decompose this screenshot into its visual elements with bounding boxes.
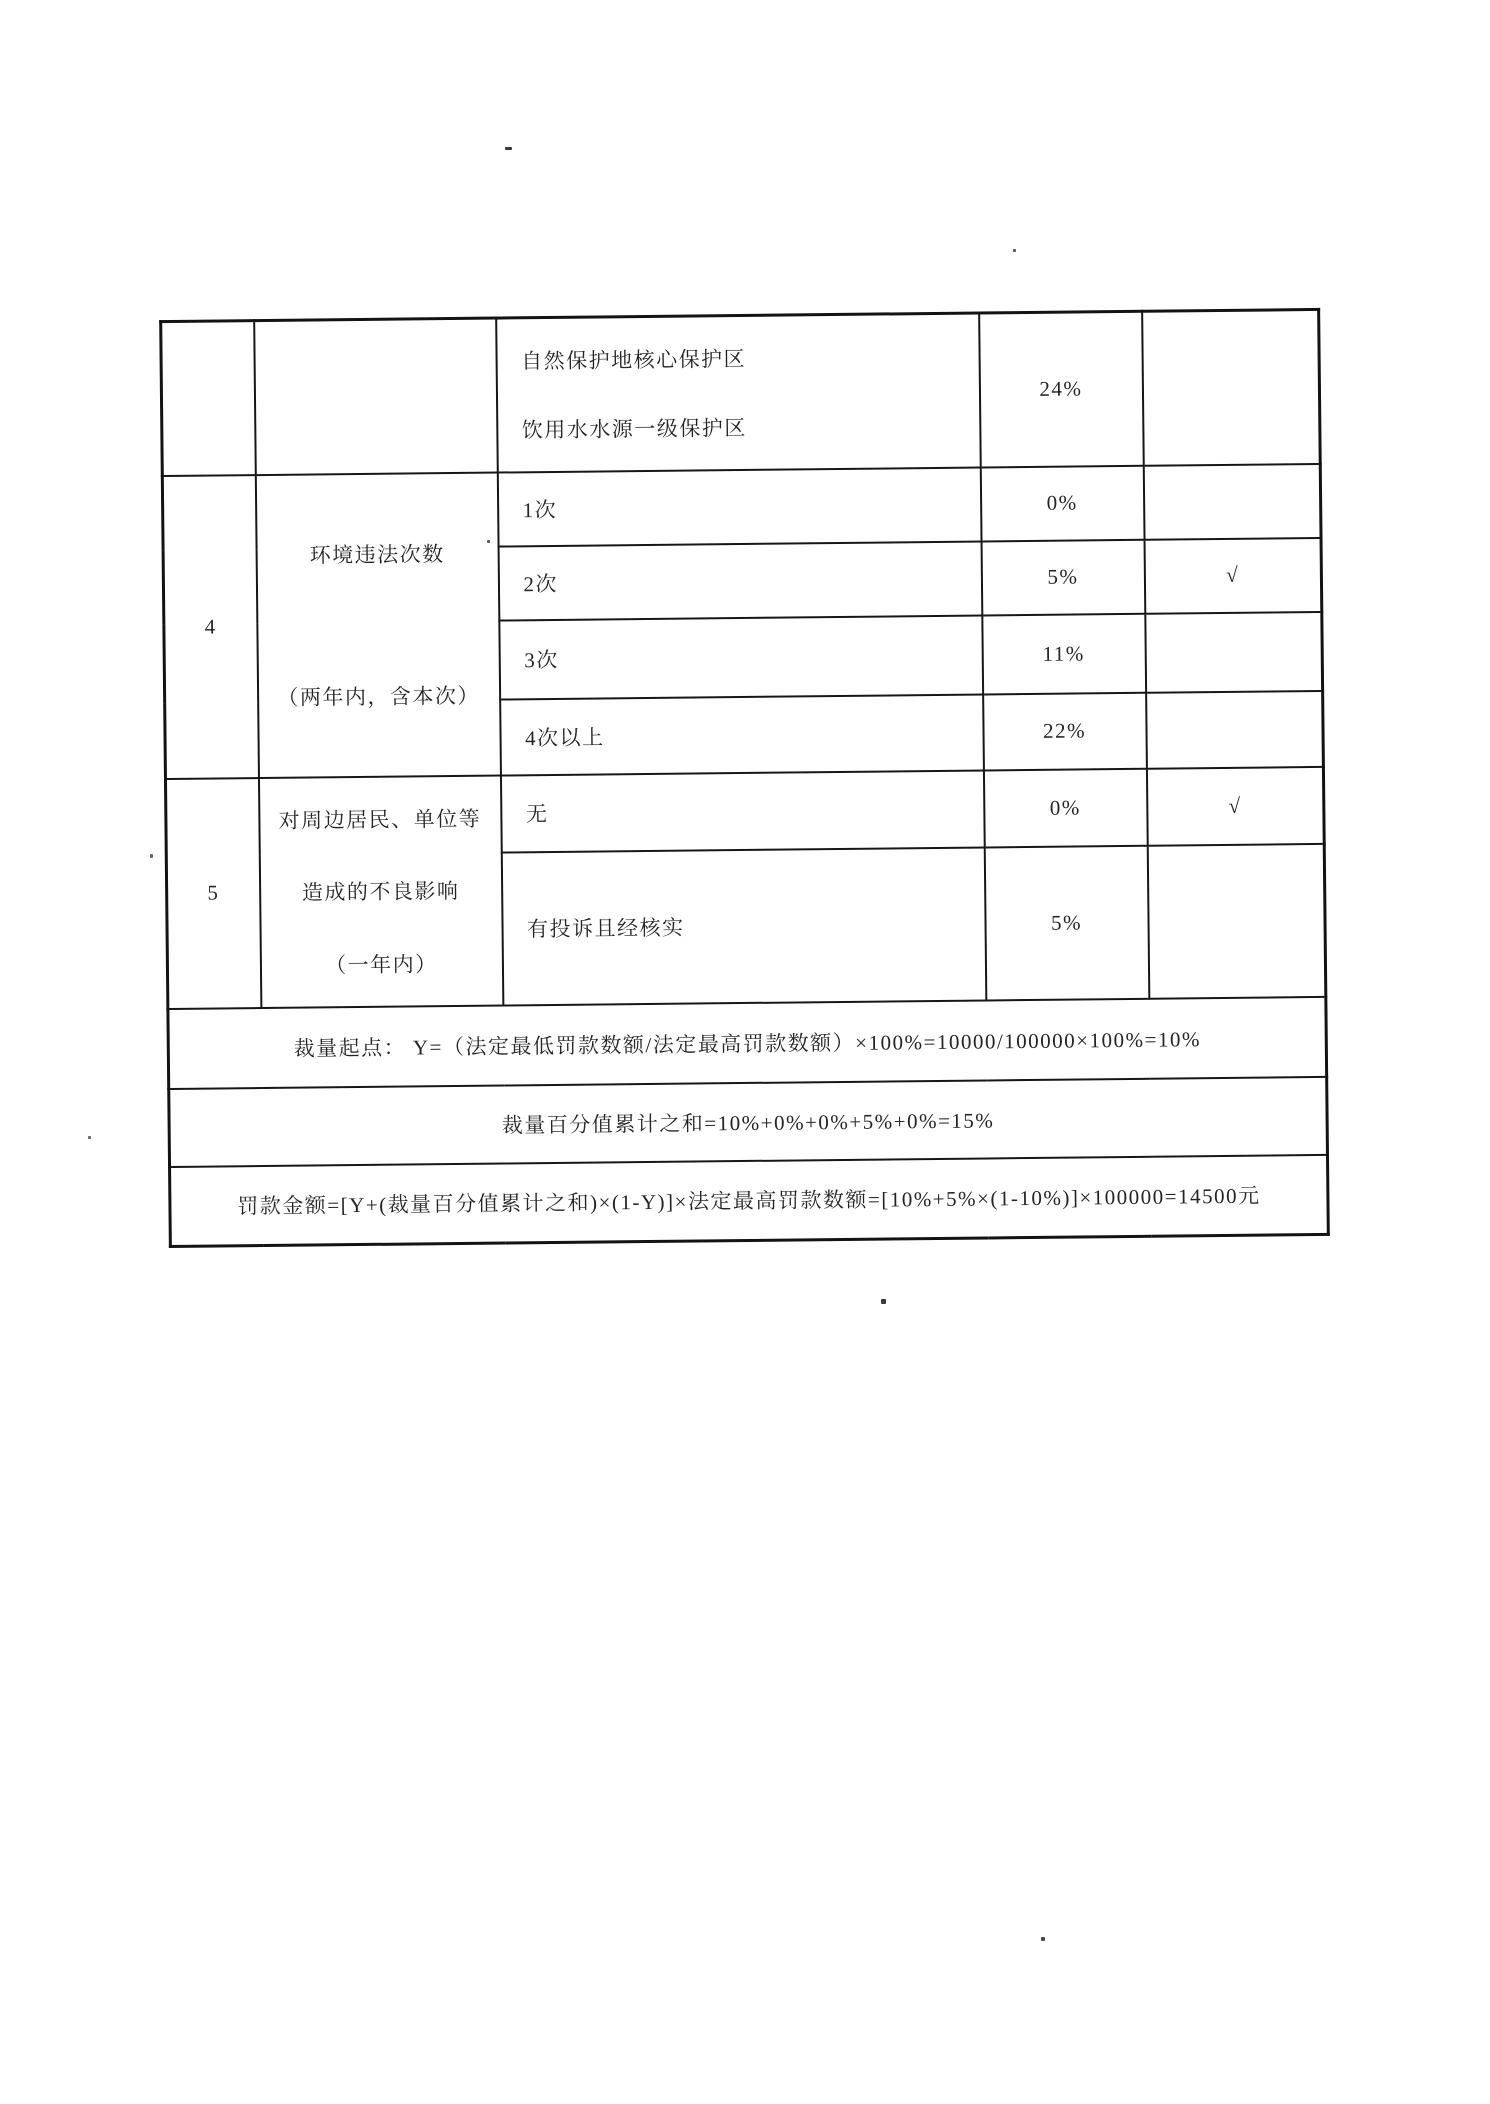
group-number-cell: 4: [162, 475, 258, 779]
checkmark: √: [1226, 562, 1240, 587]
group-category-cell: [258, 775, 502, 1008]
summary-row: [168, 996, 1327, 1088]
category-line: 对周边居民、单位等: [278, 806, 482, 833]
option-line: 自然保护地核心保护区: [521, 347, 747, 374]
scan-speck: [1041, 1937, 1045, 1941]
item-label-cell: 有投诉且经核实: [501, 847, 986, 1005]
scan-speck: [881, 1299, 886, 1304]
check-cell: [1146, 690, 1324, 768]
item-label-cell: 2次: [498, 541, 982, 620]
checkmark: √: [1228, 793, 1242, 818]
scan-speck: [150, 854, 153, 858]
check-cell: [1147, 843, 1326, 998]
scan-speck: [505, 147, 512, 150]
check-cell: [1145, 611, 1323, 692]
percent-cell: 0%: [980, 465, 1144, 541]
percent-cell: 22%: [983, 692, 1147, 770]
group-category-lines: [260, 781, 502, 1002]
category-line: 造成的不良影响: [301, 879, 460, 906]
item-label-cell: 1次: [497, 467, 981, 546]
check-cell: [1142, 309, 1321, 465]
carryover-option-lines: [497, 321, 979, 464]
percent-cell: 24%: [979, 311, 1144, 467]
summary-row: [169, 1076, 1328, 1166]
summary-text-percent-sum: 裁量百分值累计之和=10%+0%+0%+5%+0%=15%: [169, 1076, 1328, 1166]
option-line: 饮用水水源一级保护区: [521, 416, 747, 443]
percent-cell: 5%: [981, 539, 1145, 615]
summary-text-fine-amount: 罚款金额=[Y+(裁量百分值累计之和)×(1-Y)]×法定最高罚款数额=[10%+5%×(1-10%)]×100000=14500元: [170, 1154, 1329, 1246]
carryover-category-cell: [254, 318, 498, 475]
table-row: [162, 463, 1321, 549]
summary-row: [170, 1154, 1329, 1246]
check-cell: [1144, 537, 1322, 613]
group-number-cell: 5: [165, 778, 260, 1009]
table-row-carryover: [161, 309, 1321, 475]
scan-speck: [1013, 249, 1016, 252]
item-label-cell: 4次以上: [500, 694, 984, 775]
item-label-cell: 无: [500, 770, 984, 852]
category-line: （两年内，含本次）: [277, 684, 481, 711]
item-label-cell: 3次: [499, 615, 983, 699]
scan-speck: [88, 1136, 91, 1139]
check-cell: [1146, 766, 1324, 845]
percent-cell: 0%: [983, 768, 1147, 847]
percent-cell: 5%: [984, 845, 1149, 1000]
percent-cell: 11%: [982, 613, 1146, 694]
discretion-table-container: [159, 308, 1327, 1248]
check-cell: [1143, 463, 1321, 539]
group-category-cell: [255, 472, 500, 778]
carryover-option-cell: [496, 313, 981, 472]
table-row: [165, 766, 1324, 855]
group-category-lines: [256, 481, 499, 768]
category-line: 环境违法次数: [309, 541, 445, 568]
discretion-table: [159, 308, 1330, 1248]
category-line: （一年内）: [325, 952, 438, 978]
summary-text-baseline: 裁量起点： Y=（法定最低罚款数额/法定最高罚款数额）×100%=10000/100000×100%=10%: [168, 996, 1327, 1088]
scan-speck: [487, 540, 490, 543]
carryover-number-cell: [161, 321, 256, 476]
